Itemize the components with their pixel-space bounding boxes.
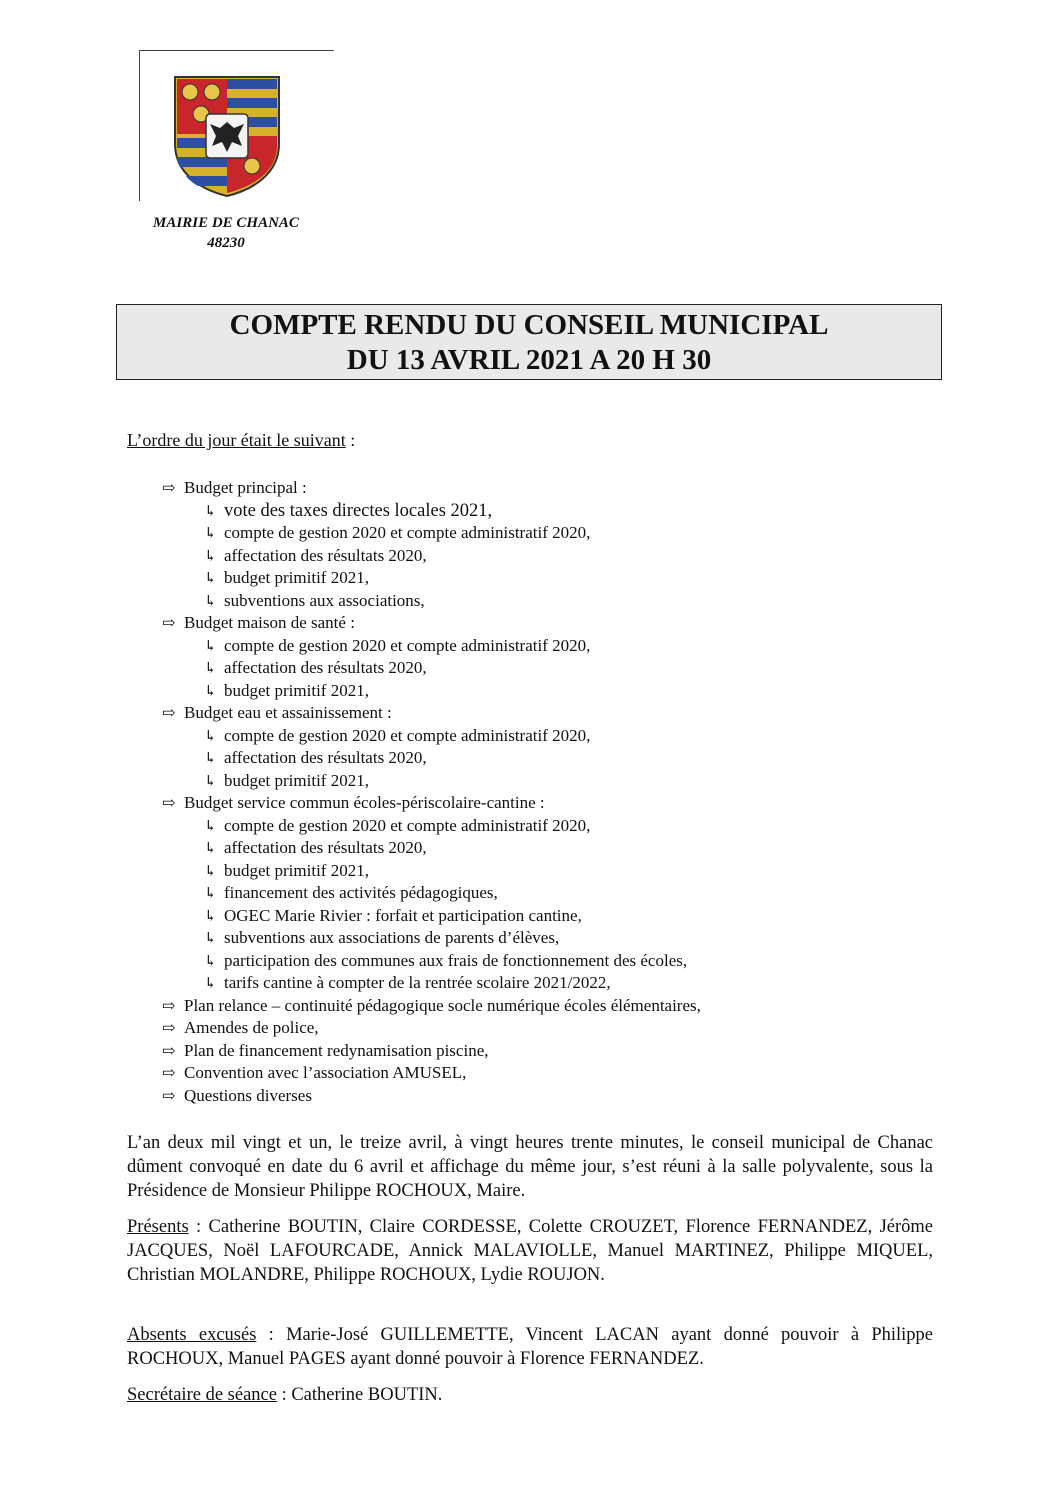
arrow-right-icon: ⇨	[162, 997, 176, 1015]
mairie-address	[140, 213, 312, 253]
arrow-turn-icon: ↳	[204, 953, 217, 970]
agenda-item: ⇨ Plan relance – continuité pédagogique socle numérique écoles élémentaires,	[162, 995, 701, 1018]
agenda-intro-suffix: :	[345, 430, 356, 450]
agenda-subitem: ↳ affectation des résultats 2020,	[162, 545, 701, 568]
arrow-right-icon: ⇨	[162, 480, 176, 497]
agenda-item: ⇨ Questions diverses	[162, 1085, 701, 1108]
arrow-turn-icon: ↳	[204, 548, 217, 565]
agenda-list	[162, 477, 701, 1107]
arrow-turn-icon: ↳	[204, 503, 217, 520]
agenda-item: ⇨ Amendes de police,	[162, 1017, 701, 1040]
absents-paragraph	[127, 1323, 933, 1371]
absents-label: Absents excusés	[127, 1325, 257, 1345]
agenda-subitem: ↳ budget primitif 2021,	[162, 860, 701, 883]
absents-list: : Marie-José GUILLEMETTE, Vincent LACAN ayant donné pouvoir à Philippe ROCHOUX, Manuel PAGES ayant donné pouvoir à Florence FERNANDEZ.	[127, 1325, 933, 1369]
opening-paragraph: L’an deux mil vingt et un, le treize avril, à vingt heures trente minutes, le conseil municipal de Chanac dûment convoqué en date du 6 avril et affichage du même jour, s’est réuni à la salle polyvalente, sous la Présidence de Monsieur Philippe ROCHOUX, Maire.	[127, 1133, 933, 1201]
arrow-right-icon: ⇨	[162, 615, 176, 632]
arrow-turn-icon: ↳	[204, 931, 217, 947]
agenda-item: ⇨ Budget service commun écoles-périscolaire-cantine :	[162, 792, 701, 815]
presents-list: : Catherine BOUTIN, Claire CORDESSE, Colette CROUZET, Florence FERNANDEZ, Jérôme JACQUES, Noël LAFOURCADE, Annick MALAVIOLLE, Manuel MARTINEZ, Philippe MIQUEL, Christian MOLANDRE, Philippe ROCHOUX, Lydie ROUJON.	[127, 1217, 933, 1285]
presents-label: Présents	[127, 1217, 189, 1237]
agenda-subitem: ↳ vote des taxes directes locales 2021,	[162, 500, 701, 523]
arrow-turn-icon: ↳	[204, 908, 217, 925]
arrow-turn-icon: ↳	[204, 863, 217, 880]
agenda-subitem: ↳ compte de gestion 2020 et compte administratif 2020,	[162, 522, 701, 545]
arrow-turn-icon: ↳	[204, 571, 217, 587]
agenda-subitem: ↳ budget primitif 2021,	[162, 680, 701, 703]
agenda-item: ⇨ Budget principal :	[162, 477, 701, 500]
arrow-right-icon: ⇨	[162, 1020, 176, 1037]
arrow-right-icon: ⇨	[162, 1065, 176, 1082]
agenda-subitem: ↳ compte de gestion 2020 et compte administratif 2020,	[162, 635, 701, 658]
mairie-postcode: 48230	[207, 235, 245, 251]
title-line-1: COMPTE RENDU DU CONSEIL MUNICIPAL	[229, 309, 829, 341]
agenda-subitem: ↳ affectation des résultats 2020,	[162, 747, 701, 770]
agenda-subitem: ↳ budget primitif 2021,	[162, 567, 701, 590]
arrow-right-icon: ⇨	[162, 795, 176, 812]
agenda-item: ⇨ Plan de financement redynamisation piscine,	[162, 1040, 701, 1063]
arrow-right-icon: ⇨	[162, 1087, 176, 1105]
arrow-turn-icon: ↳	[204, 841, 217, 857]
agenda-intro	[127, 429, 355, 451]
secretaire-name: : Catherine BOUTIN.	[276, 1385, 443, 1405]
coat-of-arms-icon	[172, 74, 282, 198]
agenda-subitem: ↳ subventions aux associations de parents d’élèves,	[162, 927, 701, 950]
agenda-item: ⇨ Budget maison de santé :	[162, 612, 701, 635]
arrow-turn-icon: ↳	[204, 728, 217, 745]
agenda-subitem: ↳ financement des activités pédagogiques,	[162, 882, 701, 905]
arrow-turn-icon: ↳	[204, 773, 217, 790]
secretaire-label: Secrétaire de séance	[127, 1385, 277, 1405]
secretaire-paragraph	[127, 1383, 933, 1407]
arrow-turn-icon: ↳	[204, 976, 217, 992]
agenda-subitem: ↳ compte de gestion 2020 et compte administratif 2020,	[162, 815, 701, 838]
agenda-subitem: ↳ participation des communes aux frais de fonctionnement des écoles,	[162, 950, 701, 973]
arrow-turn-icon: ↳	[204, 661, 217, 677]
agenda-subitem: ↳ tarifs cantine à compter de la rentrée scolaire 2021/2022,	[162, 972, 701, 995]
agenda-subitem: ↳ compte de gestion 2020 et compte administratif 2020,	[162, 725, 701, 748]
agenda-subitem: ↳ budget primitif 2021,	[162, 770, 701, 793]
presents-paragraph	[127, 1215, 933, 1287]
arrow-turn-icon: ↳	[204, 886, 217, 902]
arrow-turn-icon: ↳	[204, 683, 217, 700]
arrow-right-icon: ⇨	[162, 1042, 176, 1060]
mairie-name: MAIRIE DE CHANAC	[153, 215, 299, 231]
arrow-turn-icon: ↳	[204, 818, 217, 835]
arrow-turn-icon: ↳	[204, 751, 217, 767]
agenda-item: ⇨ Budget eau et assainissement :	[162, 702, 701, 725]
document-title-box	[116, 304, 942, 380]
arrow-turn-icon: ↳	[204, 526, 217, 542]
arrow-turn-icon: ↳	[204, 638, 217, 655]
agenda-subitem: ↳ affectation des résultats 2020,	[162, 657, 701, 680]
arrow-right-icon: ⇨	[162, 705, 176, 722]
agenda-subitem: ↳ affectation des résultats 2020,	[162, 837, 701, 860]
arrow-turn-icon: ↳	[204, 593, 217, 610]
agenda-intro-label: L’ordre du jour était le suivant	[127, 430, 346, 450]
agenda-item: ⇨ Convention avec l’association AMUSEL,	[162, 1062, 701, 1085]
agenda-subitem: ↳ subventions aux associations,	[162, 590, 701, 613]
agenda-subitem: ↳ OGEC Marie Rivier : forfait et participation cantine,	[162, 905, 701, 928]
title-line-2: DU 13 AVRIL 2021 A 20 H 30	[346, 344, 712, 376]
